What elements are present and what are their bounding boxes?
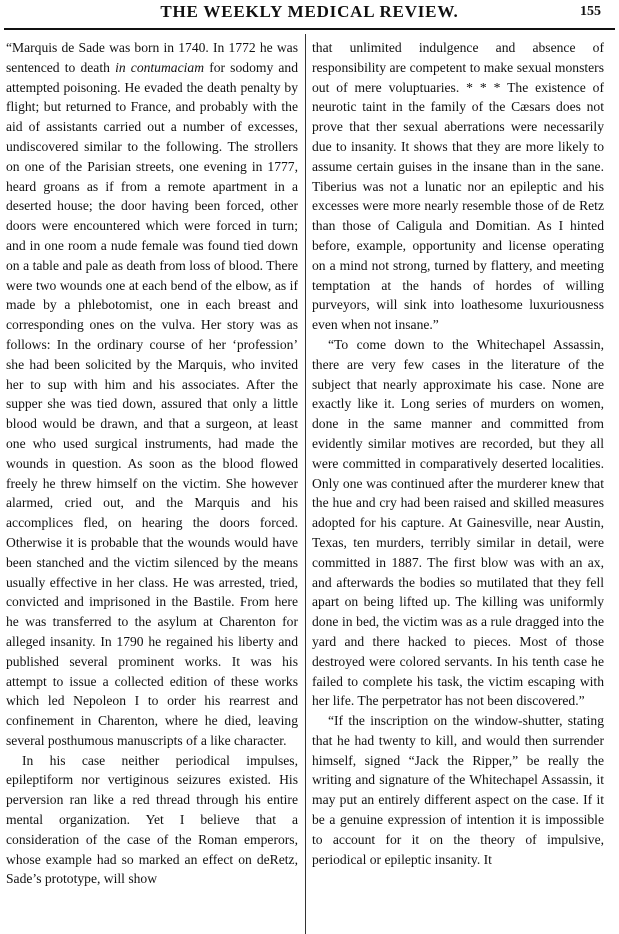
- journal-title: THE WEEKLY MEDICAL REVIEW.: [160, 2, 459, 21]
- column-divider: [305, 34, 306, 934]
- page-number: 155: [580, 4, 601, 19]
- header-rule: [4, 28, 615, 30]
- case-analysis-paragraph: In his case neither periodical impulses, epileptiform nor vertiginous seizures existed. His perversion ran like a red thread through his entire mental organization. Yet I believe that a consideration of the case of the Roman emperors, whose example had so marked an effect on deRetz, Sade’s prototype, will show: [6, 752, 298, 887]
- sade-text-start: “Marquis de Sade was born in 1740. In 1772 he was sentenced to death: [6, 40, 298, 75]
- sade-text-rest: for sodomy and attempted poisoning. He evaded the death penalty by flight; but returned to France, and probably with the aid of assistants carried out a number of excesses, undiscovered similar to the following. The strollers on one of the Parisian streets, one evening in 1777, heard groans as if from a remote apartment in a deserted house; the door having been forced, other doors were encountered which were forced in turn; and in one room a nude female was found tied down on a table and pale as death from loss of blood. There were two wounds one at each bend of the elbow, as if made by a phlebotomist, one in each breast and corresponding ones on the vulva. Her story was as follows: In the ordinary course of her ‘profession’ she had been solicited by the Marquis, who invited her to sup with him and his associates. After the supper she was tied down, assured that only a little blood would be drawn, and that a surgeon, at least one who used surgical instruments, had made the wounds in question. As soon as the blood flowed freely he threw himself on the victim. She however alarmed, cried out, and the Marquis and his accomplices fled, on hearing the doors forced. Otherwise it is probable that the wounds would have been stanched and the victim silenced by the means usually effective in her class. He was arrested, tried, convicted and imprisoned in the Bastile. From here he was transferred to the asylum at Charenton for alleged insanity. In 1790 he regained his liberty and published several prominent works. It was his attempt to issue a collected edition of these works which led Nepoleon I to order his rearrest and confinement in Charenton, where he died, leaving several posthumous manuscripts of a like character.: [6, 59, 298, 748]
- sade-paragraph: [6, 38, 298, 751]
- jack-the-ripper-paragraph: “If the inscription on the window-shutter, stating that he had twenty to kill, and would then surrender himself, signed “Jack the Ripper,” be really the writing and signature of the Whitechapel Assassin, it may put an entirely different aspect on the case. If it be a genuine expression of intention it is impossible to account for it on the theory of impulsive, periodical or epileptic insanity. It: [312, 713, 604, 867]
- caesars-paragraph: that unlimited indulgence and absence of responsibility are competent to make sexual monsters out of mere voluptuaries. * * * The existence of neurotic taint in the family of the Cæsars does not prove that ther sexual aberrations were necessarily due to insanity. It shows that they are more likely to assume certain guises in the insane than in the sane. Tiberius was not a lunatic nor an epileptic and his excesses were more nearly resemble those of de Retz than those of Caligula and Domitian. As I hinted before, example, opportunity and license operating on a mind not strong, turned by flattery, and meeting temptation at the hands of hordes of willing purveyors, will sink into loathesome luxuriousness even when not insane.”: [312, 40, 604, 333]
- latin-phrase: in contumaciam: [115, 59, 205, 75]
- right-column: [312, 38, 604, 930]
- page-header: [0, 0, 619, 32]
- left-column: [6, 38, 298, 930]
- whitechapel-paragraph: “To come down to the Whitechapel Assassin, there are very few cases in the literature of the subject that nearly approximate his case. None are exactly like it. Long series of murders on women, done in the same manner and committed from evidently similar motives are recorded, but they all were committed in comparatively deserted localities. Only one was continued after the murderer knew that the hue and cry had been raised and skilled measures adopted for his capture. At Gainesville, near Austin, Texas, ten murders, terribly similar in detail, were committed in 1887. The first blow was with an ax, and afterwards the bodies so mutilated that they fell apart on being lifted up. The killing was uniformly done in bed, the victim was as a rule dragged into the yard and there hacked to pieces. Most of those destroyed were colored servants. In his tenth case he failed to complete his task, the victim escaping with her life. The perpetrator has not been discovered.”: [312, 336, 604, 709]
